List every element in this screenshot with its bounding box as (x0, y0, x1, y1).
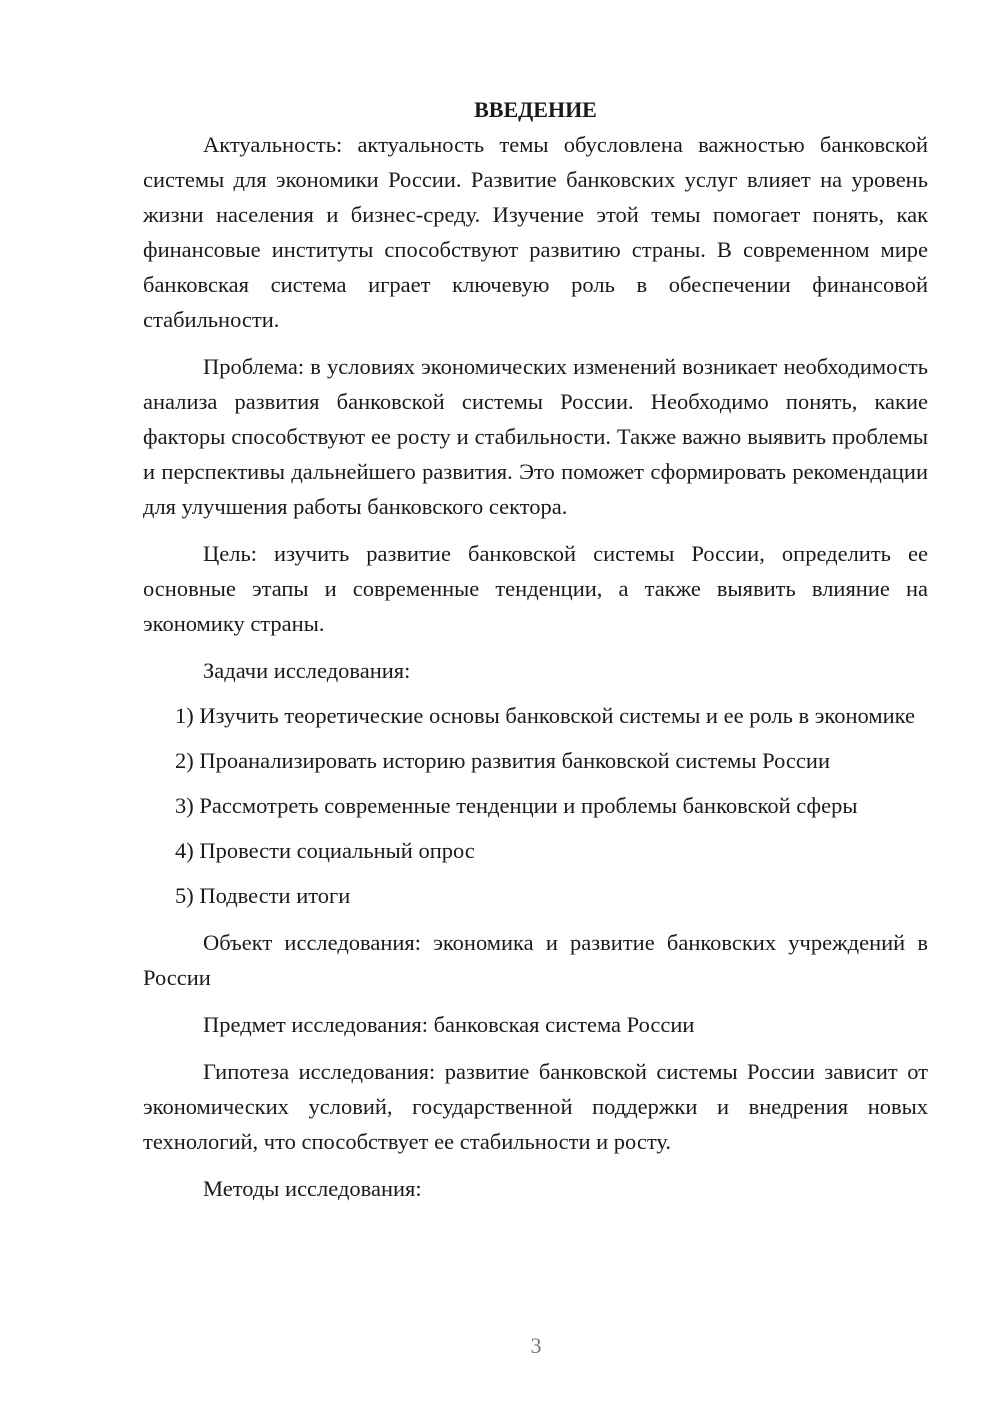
task-item: 3) Рассмотреть современные тенденции и проблемы банковской сферы (175, 793, 858, 818)
relevance-paragraph: Актуальность: актуальность темы обусловлена важностью банковской системы для экономики России. Развитие банковских услуг влияет на уровень жизни населения и бизнес-среду. Изучение этой темы помогает понять, как финансовые институты способствуют развитию страны. В современном мире банковская система играет ключевую роль в обеспечении финансовой стабильности. (143, 132, 928, 332)
goal-paragraph: Цель: изучить развитие банковской системы России, определить ее основные этапы и современные тенденции, а также выявить влияние на экономику страны. (143, 541, 928, 636)
tasks-heading: Задачи исследования: (203, 658, 411, 683)
task-item: 1) Изучить теоретические основы банковской системы и ее роль в экономике (175, 703, 915, 728)
task-item: 5) Подвести итоги (175, 883, 351, 908)
task-item: 2) Проанализировать историю развития банковской системы России (175, 748, 830, 773)
document-page (143, 92, 928, 1206)
page-number: 3 (530, 1333, 542, 1358)
hypothesis-paragraph: Гипотеза исследования: развитие банковской системы России зависит от экономических условий, государственной поддержки и внедрения новых технологий, что способствует ее стабильности и росту. (143, 1059, 928, 1154)
subject-paragraph: Предмет исследования: банковская система России (203, 1012, 695, 1037)
task-item: 4) Провести социальный опрос (175, 838, 475, 863)
object-paragraph: Объект исследования: экономика и развитие банковских учреждений в России (143, 930, 928, 990)
page-title: ВВЕДЕНИЕ (474, 97, 597, 122)
methods-heading: Методы исследования: (203, 1176, 422, 1201)
problem-paragraph: Проблема: в условиях экономических изменений возникает необходимость анализа развития банковской системы России. Необходимо понять, какие факторы способствуют ее росту и стабильности. Также важно выявить проблемы и перспективы дальнейшего развития. Это поможет сформировать рекомендации для улучшения работы банковского сектора. (143, 354, 928, 519)
